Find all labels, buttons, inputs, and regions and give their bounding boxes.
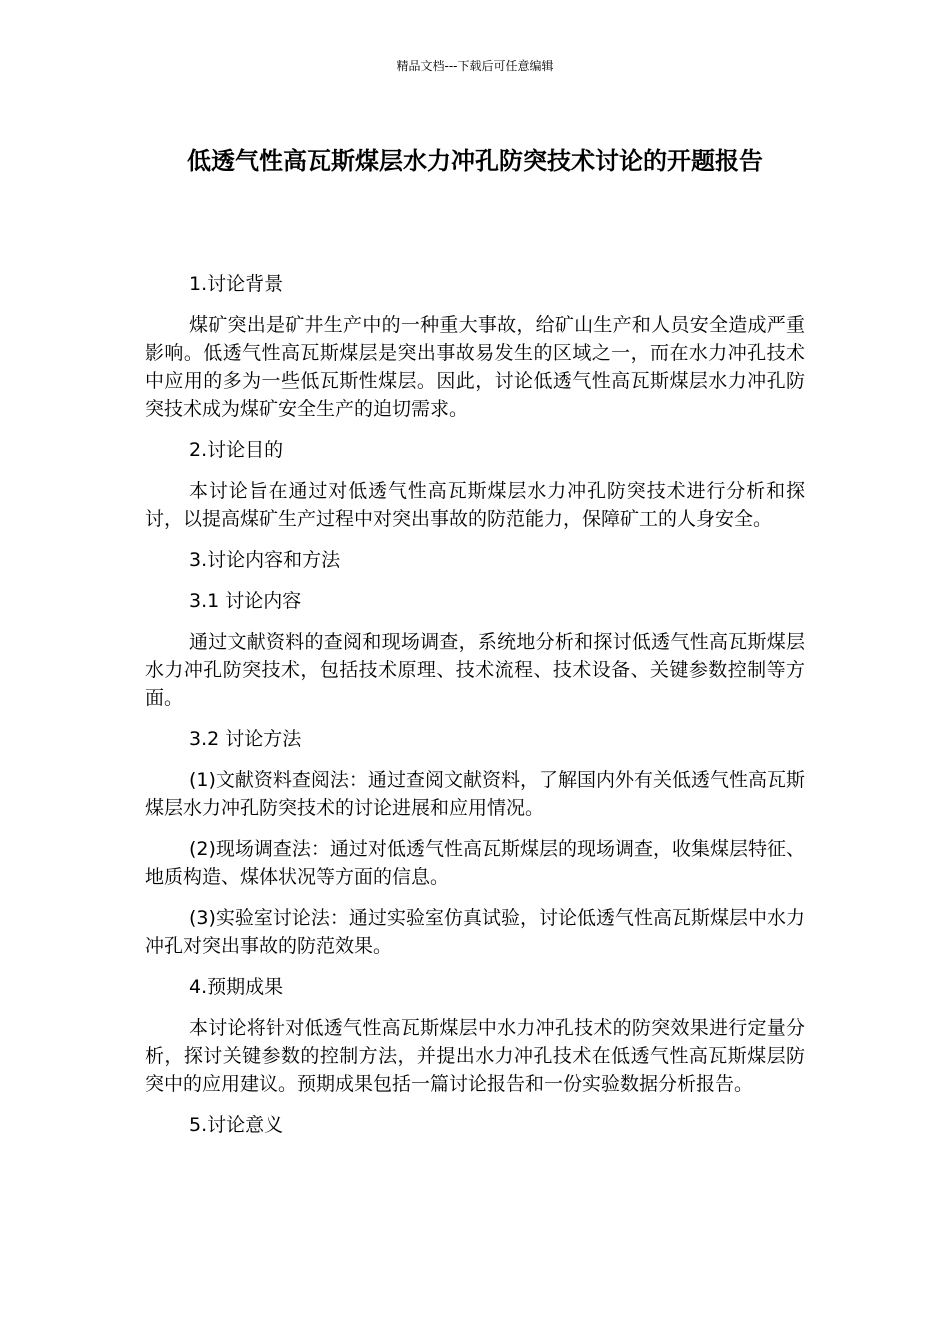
paragraph-method-lab: (3)实验室讨论法：通过实验室仿真试验，讨论低透气性高瓦斯煤层中水力冲孔对突出事故的防范效果。 [145, 907, 805, 957]
subsection-heading-method: 3.2 讨论方法 [189, 728, 302, 750]
page-header: 精品文档---下载后可任意编辑 [396, 59, 554, 73]
section-heading-purpose: 2.讨论目的 [189, 439, 284, 461]
section-heading-content-method: 3.讨论内容和方法 [189, 549, 341, 571]
paragraph-method-field: (2)现场调查法：通过对低透气性高瓦斯煤层的现场调查，收集煤层特征、地质构造、煤体状况等方面的信息。 [145, 838, 805, 888]
section-heading-significance: 5.讨论意义 [189, 1114, 284, 1136]
paragraph-purpose: 本讨论旨在通过对低透气性高瓦斯煤层水力冲孔防突技术进行分析和探讨，以提高煤矿生产过程中对突出事故的防范能力，保障矿工的人身安全。 [145, 480, 805, 530]
document-title: 低透气性高瓦斯煤层水力冲孔防突技术讨论的开题报告 [187, 147, 763, 175]
paragraph-background: 煤矿突出是矿井生产中的一种重大事故，给矿山生产和人员安全造成严重影响。低透气性高瓦斯煤层是突出事故易发生的区域之一，而在水力冲孔技术中应用的多为一些低瓦斯性煤层。因此，讨论低透气性高瓦斯煤层水力冲孔防突技术成为煤矿安全生产的迫切需求。 [145, 314, 805, 420]
section-heading-background: 1.讨论背景 [189, 273, 284, 295]
subsection-heading-content: 3.1 讨论内容 [189, 590, 302, 612]
paragraph-content: 通过文献资料的查阅和现场调查，系统地分析和探讨低透气性高瓦斯煤层水力冲孔防突技术，包括技术原理、技术流程、技术设备、关键参数控制等方面。 [145, 631, 805, 709]
section-heading-results: 4.预期成果 [189, 976, 284, 998]
document-body [145, 270, 805, 1152]
paragraph-results: 本讨论将针对低透气性高瓦斯煤层中水力冲孔技术的防突效果进行定量分析，探讨关键参数的控制方法，并提出水力冲孔技术在低透气性高瓦斯煤层防突中的应用建议。预期成果包括一篇讨论报告和一份实验数据分析报告。 [145, 1017, 805, 1095]
paragraph-method-literature: (1)文献资料查阅法：通过查阅文献资料，了解国内外有关低透气性高瓦斯煤层水力冲孔防突技术的讨论进展和应用情况。 [145, 769, 805, 819]
